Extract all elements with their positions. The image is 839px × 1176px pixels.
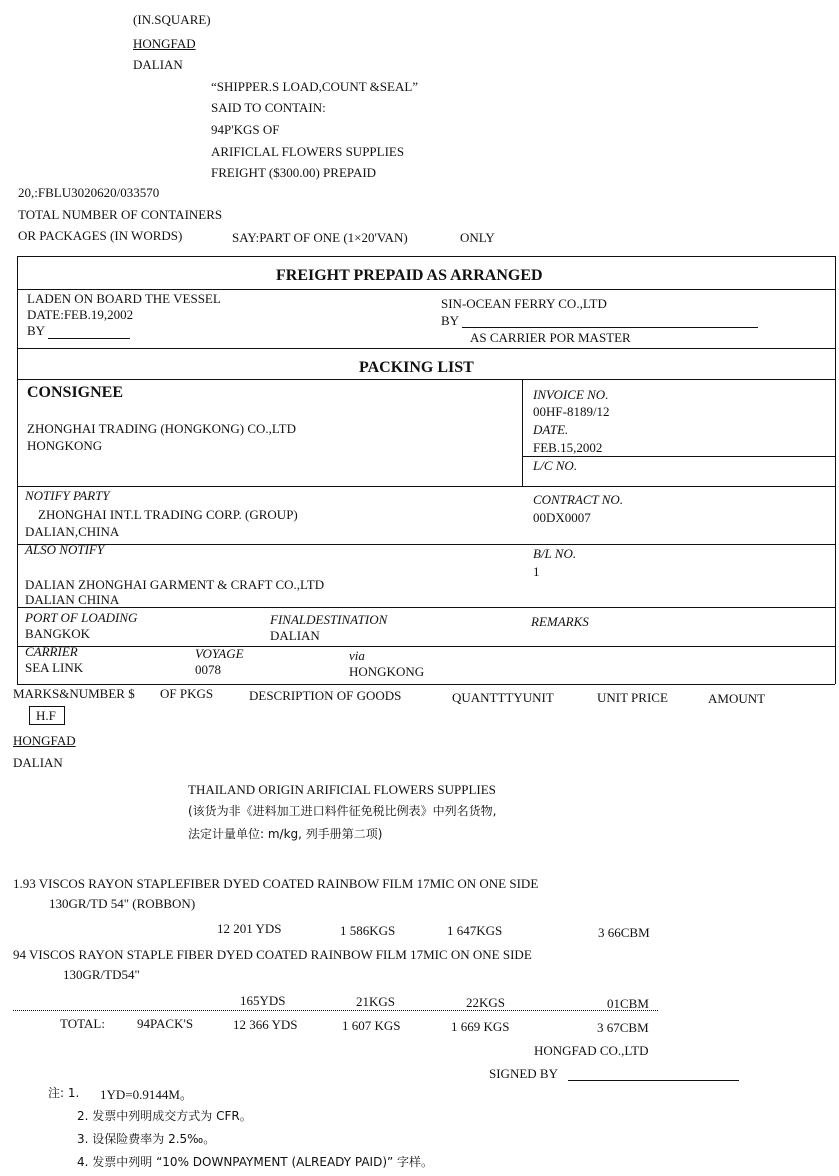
banner-divider xyxy=(17,289,835,290)
item2-qty: 165YDS xyxy=(240,993,286,1008)
consignee-divider xyxy=(17,486,835,487)
by-right-signature-line xyxy=(462,327,758,328)
said-to-contain: SAID TO CONTAIN: xyxy=(211,100,326,115)
item1-qty: 12 201 YDS xyxy=(217,921,282,936)
marks-company: HONGFAD xyxy=(13,733,76,748)
notify-city: DALIAN,CHINA xyxy=(25,524,120,539)
laden-divider xyxy=(17,348,835,349)
port-divider xyxy=(17,646,835,647)
item1-desc1: 1.93 VISCOS RAYON STAPLEFIBER DYED COATED RAINBOW FILM 17MIC ON ONE SIDE xyxy=(13,876,539,891)
goods-desc-line3: 法定计量单位: m/kg, 列手册第二项) xyxy=(188,827,383,841)
item1-desc2: 130GR/TD 54" (ROBBON) xyxy=(49,896,196,911)
contract-number: 00DX0007 xyxy=(533,510,591,525)
invoice-number: 00HF-8189/12 xyxy=(533,404,610,419)
col-amount: AMOUNT xyxy=(708,691,766,706)
freight-banner: FREIGHT PREPAID AS ARRANGED xyxy=(276,267,543,284)
item1-net-weight: 1 586KGS xyxy=(340,923,396,938)
total-volume: 3 67CBM xyxy=(597,1020,649,1035)
notify-divider xyxy=(17,544,835,545)
consignee-city: HONGKONG xyxy=(27,438,103,453)
item2-gross-weight: 22KGS xyxy=(466,995,506,1010)
notes-prefix: 注: 1. xyxy=(48,1086,80,1100)
pol-value: BANGKOK xyxy=(25,626,90,641)
as-carrier-text: AS CARRIER POR MASTER xyxy=(470,330,631,345)
via-value: HONGKONG xyxy=(349,664,425,679)
also-notify-city: DALIAN CHINA xyxy=(25,592,120,607)
total-qty: 12 366 YDS xyxy=(233,1017,298,1032)
freight-line: FREIGHT ($300.00) PREPAID xyxy=(211,165,377,180)
invoice-col-line xyxy=(522,379,523,486)
note-2: 2. 发票中列明成交方式为 CFR。 xyxy=(77,1109,252,1123)
box-bottom-line xyxy=(17,684,835,685)
voyage-value: 0078 xyxy=(195,662,221,677)
notify-label: NOTIFY PARTY xyxy=(25,488,110,503)
goods-desc-line2: (该货为非《进料加工进口料件征免税比例表》中列名货物, xyxy=(188,804,497,818)
date-label: DATE. xyxy=(533,422,569,437)
remarks-label: REMARKS xyxy=(531,614,589,629)
note-1: 1YD=0.9144M。 xyxy=(100,1087,193,1102)
total-containers-label: TOTAL NUMBER OF CONTAINERS xyxy=(18,207,223,222)
notify-name: ZHONGHAI INT.L TRADING CORP. (GROUP) xyxy=(38,507,298,522)
by-left-label: BY xyxy=(27,323,46,338)
packing-divider xyxy=(17,379,835,380)
signed-by-label: SIGNED BY xyxy=(489,1066,558,1081)
total-gross-weight: 1 669 KGS xyxy=(451,1019,510,1034)
invoice-date: FEB.15,2002 xyxy=(533,440,603,455)
also-notify-name: DALIAN ZHONGHAI GARMENT & CRAFT CO.,LTD xyxy=(25,577,325,592)
note-3: 3. 设保险费率为 2.5‰。 xyxy=(77,1132,216,1146)
say-part-text: SAY:PART OF ONE (1×20'VAN) xyxy=(232,230,408,245)
marks-city: DALIAN xyxy=(13,755,63,770)
also-notify-label: ALSO NOTIFY xyxy=(25,542,105,557)
final-destination-value: DALIAN xyxy=(270,628,320,643)
carrier-company: SIN-OCEAN FERRY CO.,LTD xyxy=(441,296,607,311)
laden-label: LADEN ON BOARD THE VESSEL xyxy=(27,291,221,306)
bl-number: 1 xyxy=(533,564,540,579)
note-4: 4. 发票中列明 “10% DOWNPAYMENT (ALREADY PAID)” 字样。 xyxy=(77,1155,434,1169)
also-notify-divider xyxy=(17,607,835,608)
goods-desc-line1: THAILAND ORIGIN ARIFICIAL FLOWERS SUPPLIES xyxy=(188,782,496,797)
header-mark-company: HONGFAD xyxy=(133,36,196,51)
item2-desc2: 130GR/TD54" xyxy=(63,967,140,982)
lc-label: L/C NO. xyxy=(533,458,578,473)
consignee-label: CONSIGNEE xyxy=(27,384,124,401)
carrier-value: SEA LINK xyxy=(25,660,84,675)
invoice-label: INVOICE NO. xyxy=(533,387,609,402)
item2-volume: 01CBM xyxy=(607,996,649,1011)
contract-label: CONTRACT NO. xyxy=(533,492,624,507)
shipper-clause: “SHIPPER.S LOAD,COUNT &SEAL” xyxy=(211,79,419,94)
only-text: ONLY xyxy=(460,230,495,245)
col-description: DESCRIPTION OF GOODS xyxy=(249,688,402,703)
packages-words-label: OR PACKAGES (IN WORDS) xyxy=(18,228,183,243)
item2-net-weight: 21KGS xyxy=(356,994,396,1009)
carrier-label: CARRIER xyxy=(25,644,78,659)
col-marks: MARKS&NUMBER $ xyxy=(13,686,135,701)
goods-short: ARIFICLAL FLOWERS SUPPLIES xyxy=(211,144,405,159)
by-left-signature-line xyxy=(48,338,130,339)
kgs-of: 94P'KGS OF xyxy=(211,122,280,137)
marks-box-text: H.F xyxy=(36,708,56,723)
col-quantity: QUANTTTYUNIT xyxy=(452,690,554,705)
header-mark-city: DALIAN xyxy=(133,57,183,72)
col-unit-price: UNIT PRICE xyxy=(597,690,668,705)
total-net-weight: 1 607 KGS xyxy=(342,1018,401,1033)
item1-volume: 3 66CBM xyxy=(598,925,650,940)
bl-label: B/L NO. xyxy=(533,546,577,561)
voyage-label: VOYAGE xyxy=(195,646,244,661)
box-right-line xyxy=(835,256,836,684)
signature-company: HONGFAD CO.,LTD xyxy=(534,1043,649,1058)
date-underline xyxy=(522,456,835,457)
total-packs: 94PACK'S xyxy=(137,1016,194,1031)
col-pkgs: OF PKGS xyxy=(160,686,214,701)
signed-by-line xyxy=(568,1080,739,1081)
item1-gross-weight: 1 647KGS xyxy=(447,923,503,938)
final-destination-label: FINALDESTINATION xyxy=(270,612,388,627)
by-right-label: BY xyxy=(441,313,460,328)
pol-label: PORT OF LOADING xyxy=(25,610,138,625)
in-square-text: (IN.SQUARE) xyxy=(133,12,211,27)
container-number: 20,:FBLU3020620/033570 xyxy=(18,185,160,200)
laden-date: DATE:FEB.19,2002 xyxy=(27,307,134,322)
subtotal-dotted-line xyxy=(13,1010,658,1011)
box-top-line xyxy=(17,256,835,257)
via-label: via xyxy=(349,648,365,663)
total-label: TOTAL: xyxy=(60,1016,105,1031)
box-left-line xyxy=(17,256,18,684)
item2-desc1: 94 VISCOS RAYON STAPLE FIBER DYED COATED RAINBOW FILM 17MIC ON ONE SIDE xyxy=(13,947,532,962)
packing-list-title: PACKING LIST xyxy=(359,359,474,376)
consignee-name: ZHONGHAI TRADING (HONGKONG) CO.,LTD xyxy=(27,421,297,436)
